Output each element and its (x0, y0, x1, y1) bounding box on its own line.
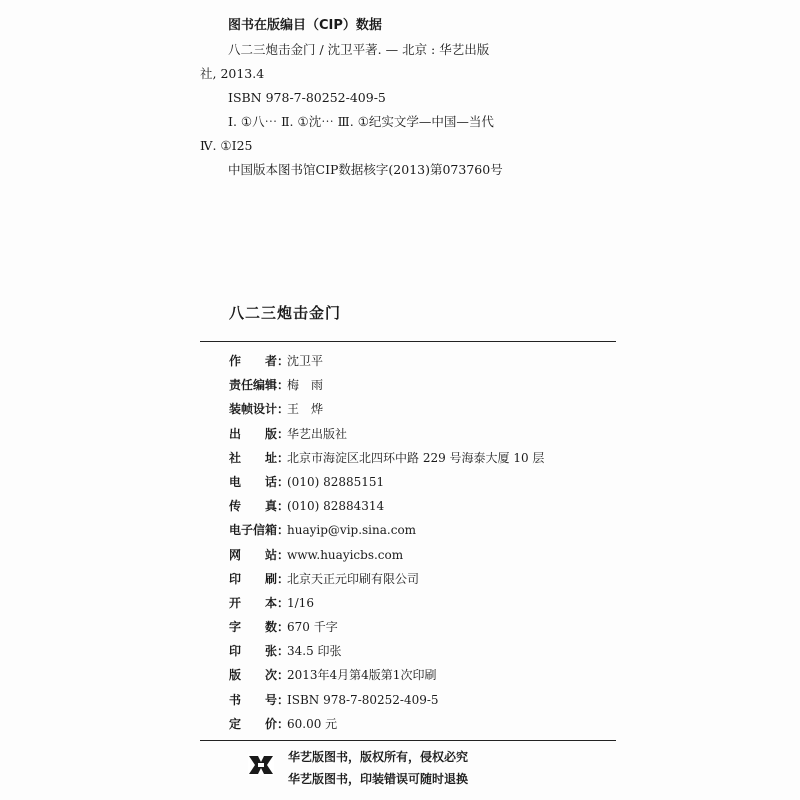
cip-line-title: 八二三炮击金门 / 沈卫平著. — 北京 : 华艺出版 (228, 42, 490, 57)
colophon-value: www.huayicbs.com (287, 547, 404, 562)
colophon-label: 电子信箱： (229, 523, 290, 538)
colophon-row-publisher (229, 425, 609, 449)
colophon-label: 字 数： (229, 620, 290, 635)
colophon-label: 印 刷： (229, 571, 290, 586)
colophon-label: 电 话： (229, 474, 290, 489)
colophon-row-isbn (229, 691, 609, 715)
colophon-row-printer (229, 570, 609, 594)
colophon-label: 责任编辑： (229, 378, 290, 393)
cip-line-publisher: 社, 2013.4 (200, 66, 265, 81)
book-title: 八二三炮击金门 (229, 304, 342, 322)
colophon-label: 出 版： (229, 426, 290, 441)
cip-line-classification: Ⅰ. ①八⋯ Ⅱ. ①沈⋯ Ⅲ. ①纪实文学—中国—当代 (228, 114, 494, 129)
colophon-row-phone (229, 473, 609, 497)
colophon-value: 2013年4月第4版第1次印刷 (287, 668, 437, 683)
colophon-label: 定 价： (229, 716, 290, 731)
colophon-row-fax (229, 497, 609, 521)
colophon-value: 华艺出版社 (287, 426, 348, 441)
colophon-row-edition (229, 666, 609, 690)
colophon-label: 版 次： (229, 668, 290, 683)
colophon-label: 开 本： (229, 595, 290, 610)
publisher-logo-icon (248, 754, 274, 776)
colophon-value: 34.5 印张 (287, 644, 342, 659)
colophon-list (229, 352, 609, 739)
cip-heading: 图书在版编目（CIP）数据 (228, 18, 382, 33)
colophon-row-designer (229, 400, 609, 424)
divider-bottom (200, 740, 616, 741)
footer-replacement-notice: 华艺版图书，印装错误可随时退换 (288, 772, 469, 786)
colophon-value: 沈卫平 (287, 354, 324, 368)
colophon-value: 670 千字 (287, 620, 338, 635)
colophon-value: (010) 82884314 (287, 499, 385, 514)
colophon-row-sheets (229, 642, 609, 666)
colophon-value: 王 烨 (287, 402, 324, 417)
colophon-row-price (229, 715, 609, 739)
cip-block (200, 14, 580, 182)
colophon-row-email (229, 521, 609, 545)
colophon-value: (010) 82885151 (287, 474, 385, 489)
colophon-row-format (229, 594, 609, 618)
colophon-label: 印 张： (229, 644, 290, 659)
colophon-value: 北京市海淀区北四环中路 229 号海泰大厦 10 层 (287, 450, 545, 465)
colophon-label: 传 真： (229, 499, 290, 514)
colophon-row-address (229, 449, 609, 473)
colophon-row-website (229, 546, 609, 570)
colophon-value: ISBN 978-7-80252-409-5 (287, 692, 439, 707)
cip-line-isbn: ISBN 978-7-80252-409-5 (228, 90, 386, 105)
colophon-label: 作 者： (229, 354, 290, 368)
colophon-value: huayip@vip.sina.com (287, 523, 417, 538)
colophon-label: 网 站： (229, 547, 290, 562)
colophon-value: 北京天正元印刷有限公司 (287, 571, 420, 586)
colophon-row-editor (229, 376, 609, 400)
colophon-label: 社 址： (229, 450, 290, 465)
cip-line-classification-cont: Ⅳ. ①I25 (200, 138, 253, 153)
colophon-label: 装帧设计： (229, 402, 290, 417)
cip-line-record-number: 中国版本图书馆CIP数据核字(2013)第073760号 (228, 162, 503, 177)
colophon-row-word-count (229, 618, 609, 642)
footer-notice (288, 746, 468, 790)
colophon-value: 60.00 元 (287, 716, 338, 731)
colophon-value: 梅 雨 (287, 378, 324, 393)
footer-copyright-notice: 华艺版图书，版权所有，侵权必究 (288, 750, 469, 764)
colophon-row-author (229, 352, 609, 376)
colophon-label: 书 号： (229, 692, 290, 707)
divider-top (200, 341, 616, 342)
colophon-value: 1/16 (287, 595, 314, 610)
